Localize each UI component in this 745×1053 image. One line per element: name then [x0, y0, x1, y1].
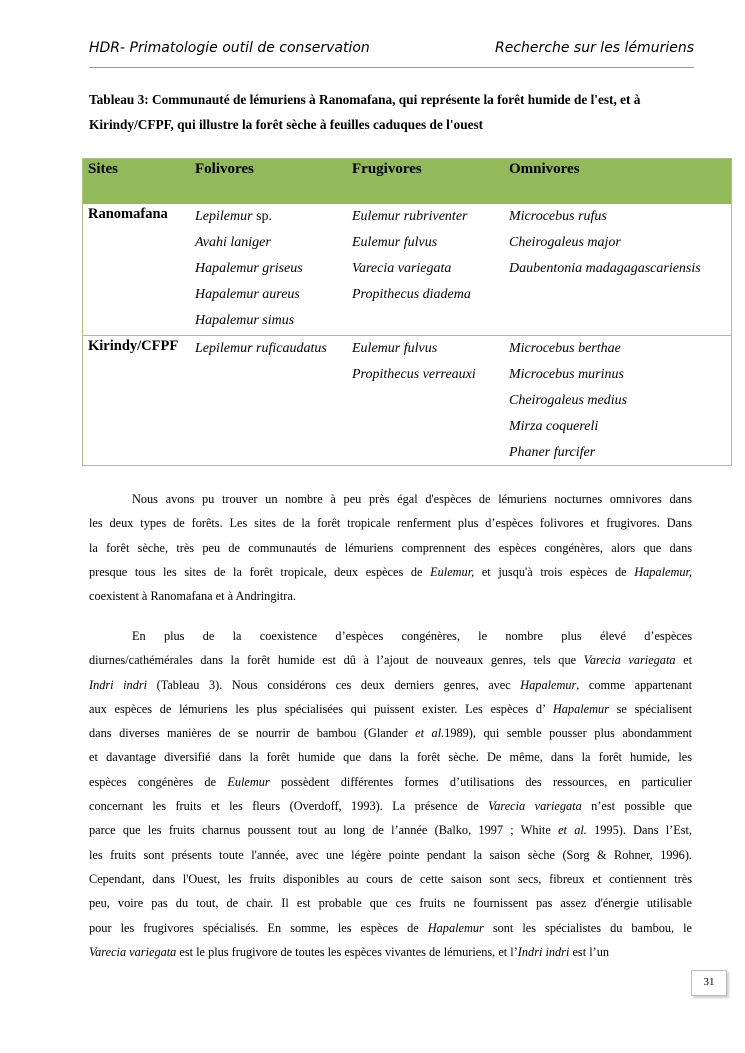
text-line: [89, 560, 692, 584]
species-binomial: Hapalemur simus: [195, 313, 295, 328]
table-header-row: [82, 158, 732, 204]
text-run: coexistent à Ranomafana et à Andringitra.: [89, 589, 296, 604]
species-binomial: Hapalemur aureus: [195, 287, 300, 302]
species-name: [195, 230, 340, 256]
species-name: [195, 282, 340, 308]
text-line: [89, 721, 692, 745]
frugivores-cell: [346, 204, 503, 335]
italic-term: Indri indri: [517, 944, 570, 959]
text-line: [89, 511, 692, 535]
italic-term: Indri indri: [89, 677, 148, 692]
italic-term: Varecia variegata: [583, 653, 676, 668]
species-name: [195, 336, 340, 362]
species-name: [195, 308, 340, 334]
table-row: [82, 335, 732, 467]
species-name: Eulemur rubriventer: [352, 209, 468, 224]
text-line: [89, 843, 692, 867]
text-run: n’est possible que: [581, 799, 692, 814]
species-name: Cheirogaleus major: [509, 235, 621, 250]
text-run: espèces congénères de: [89, 774, 228, 789]
text-run: dans diverses manières de se nourrir de bambou (Glander: [89, 726, 416, 741]
italic-term: Hapalemur: [427, 920, 484, 935]
italic-term: Hapalemur: [520, 677, 577, 692]
paragraph-1: [89, 487, 692, 608]
text-run: se spécialisent: [608, 701, 692, 716]
text-line: [89, 584, 692, 608]
text-line: [89, 891, 692, 915]
species-binomial: Avahi laniger: [195, 235, 271, 250]
table-caption: Tableau 3: Communauté de lémuriens à Ranomafana, qui représente la forêt humide de l'est, et à Kirindy/CFPF, qui illustre la forêt sèche à feuilles caduques de l'ouest: [89, 92, 641, 132]
header-left-title: HDR- Primatologie outil de conservation: [89, 40, 370, 56]
omnivores-cell: [503, 335, 732, 467]
italic-term: Eulemur: [227, 774, 270, 789]
species-binomial: Lepilemur ruficaudatus: [195, 340, 327, 356]
text-line: [89, 818, 692, 842]
header-folivores: Folivores: [189, 158, 346, 204]
running-header: [89, 40, 694, 56]
text-line: [89, 867, 692, 891]
text-run: 1995). Dans l’Est,: [586, 823, 692, 838]
species-name: [195, 204, 340, 230]
text-run: et jusqu'à trois espèces de: [474, 564, 635, 579]
italic-term: Hapalemur,: [634, 564, 692, 579]
text-line: [89, 916, 692, 940]
species-name: Mirza coquereli: [509, 418, 599, 434]
header-right-title: Recherche sur les lémuriens: [495, 40, 694, 56]
text-run: En plus de la coexistence d’espèces congénères, le nombre plus élevé d’espèces: [132, 629, 692, 643]
text-line: [89, 487, 692, 511]
text-run: et davantage diversifié dans la forêt humide que dans la forêt sèche. De même, dans la forêt humide, les: [89, 750, 692, 765]
text-run: est le plus frugivore de toutes les espèces vivantes de lémuriens, et l’: [176, 944, 518, 959]
species-name: Phaner furcifer: [509, 444, 596, 460]
header-divider: [89, 67, 694, 68]
species-name: Eulemur fulvus: [352, 235, 438, 250]
header-omnivores: Omnivores: [503, 158, 732, 204]
text-line: [89, 673, 692, 697]
text-run: Cependant, dans l'Ouest, les fruits disponibles au cours de cette saison sont secs, fibreux et contiennent très: [89, 871, 692, 886]
text-run: Nous avons pu trouver un nombre à peu près égal d'espèces de lémuriens nocturnes omnivores dans: [132, 492, 692, 506]
species-name: Varecia variegata: [352, 261, 452, 276]
text-run: peu, voire pas du tout, de chair. Il est probable que ces fruits ne fournissent pas assez d'énergie utilisable: [89, 896, 692, 911]
text-run: presque tous les sites de la forêt tropicale, deux espèces de: [89, 564, 431, 579]
text-line: [89, 745, 692, 769]
folivores-cell: [189, 335, 346, 467]
text-run: possèdent différentes formes d’utilisations des ressources, en particulier: [269, 774, 693, 789]
frugivores-cell: [346, 335, 503, 467]
italic-term: Hapalemur: [552, 701, 609, 716]
species-name: Daubentonia madagagascariensis: [509, 261, 701, 276]
text-line: [89, 794, 692, 818]
text-line: [89, 536, 692, 560]
header-sites: Sites: [82, 158, 189, 204]
text-run: et: [675, 653, 692, 668]
text-run: diurnes/cathémérales dans la forêt humide est dû à l’ajout de nouveaux genres, tels que: [89, 653, 584, 668]
lemur-community-table: [82, 158, 732, 467]
species-name: Eulemur fulvus: [352, 340, 438, 356]
folivores-cell: [189, 204, 346, 335]
species-name: Microcebus rufus: [509, 209, 607, 224]
text-run: concernant les fruits et les fleurs (Overdoff, 1993). La présence de: [89, 799, 489, 814]
text-run: est l’un: [569, 944, 610, 959]
text-run: 1989), qui semble pousser plus abondamment: [444, 726, 693, 741]
text-line: [89, 940, 692, 964]
text-run: , comme appartenant: [576, 677, 692, 692]
text-run: sont les spécialistes du bambou, le: [483, 920, 692, 935]
text-line: [89, 624, 692, 648]
species-binomial: Lepilemur: [195, 209, 253, 224]
text-run: aux espèces de lémuriens les plus spécialisées qui puissent exister. Les espèces d’: [89, 701, 553, 716]
page-number: 31: [691, 970, 727, 996]
species-binomial: Hapalemur griseus: [195, 261, 303, 276]
text-line: [89, 648, 692, 672]
text-line: [89, 770, 692, 794]
italic-term: Varecia variegata: [488, 799, 582, 814]
site-name: Ranomafana: [88, 206, 168, 222]
site-name: Kirindy/CFPF: [82, 335, 189, 467]
italic-term: Varecia variegata: [89, 944, 177, 959]
table-row: [82, 204, 732, 335]
text-run: (Tableau 3). Nous considérons ces deux derniers genres, avec: [147, 677, 521, 692]
text-run: les deux types de forêts. Les sites de la forêt tropicale renferment plus d’espèces folivores et frugivores. Dans: [89, 516, 692, 531]
species-name: Propithecus verreauxi: [352, 366, 476, 382]
italic-term: Eulemur,: [430, 564, 475, 579]
text-run: les fruits sont présents toute l'année, avec une légère pointe pendant la saison sèche (Sorg & Rohner, 1996).: [89, 847, 692, 862]
paragraph-2: [89, 624, 692, 964]
species-qualifier: sp.: [252, 209, 273, 224]
text-line: [89, 697, 692, 721]
omnivores-cell: [503, 204, 732, 335]
text-run: la forêt sèche, très peu de communautés de lémuriens comprennent des espèces congénères, alors que dans: [89, 540, 692, 555]
italic-term: et al.: [415, 726, 445, 741]
species-name: Microcebus berthae: [509, 340, 621, 356]
species-name: [195, 256, 340, 282]
text-run: parce que les fruits charnus poussent tout au long de l’année (Balko, 1997 ; White: [89, 823, 559, 838]
header-frugivores: Frugivores: [346, 158, 503, 204]
species-name: Propithecus diadema: [352, 287, 471, 302]
text-run: pour les frugivores spécialisés. En somme, les espèces de: [89, 920, 428, 935]
species-name: Cheirogaleus medius: [509, 392, 628, 408]
species-name: Microcebus murinus: [509, 366, 624, 382]
italic-term: et al.: [558, 823, 587, 838]
